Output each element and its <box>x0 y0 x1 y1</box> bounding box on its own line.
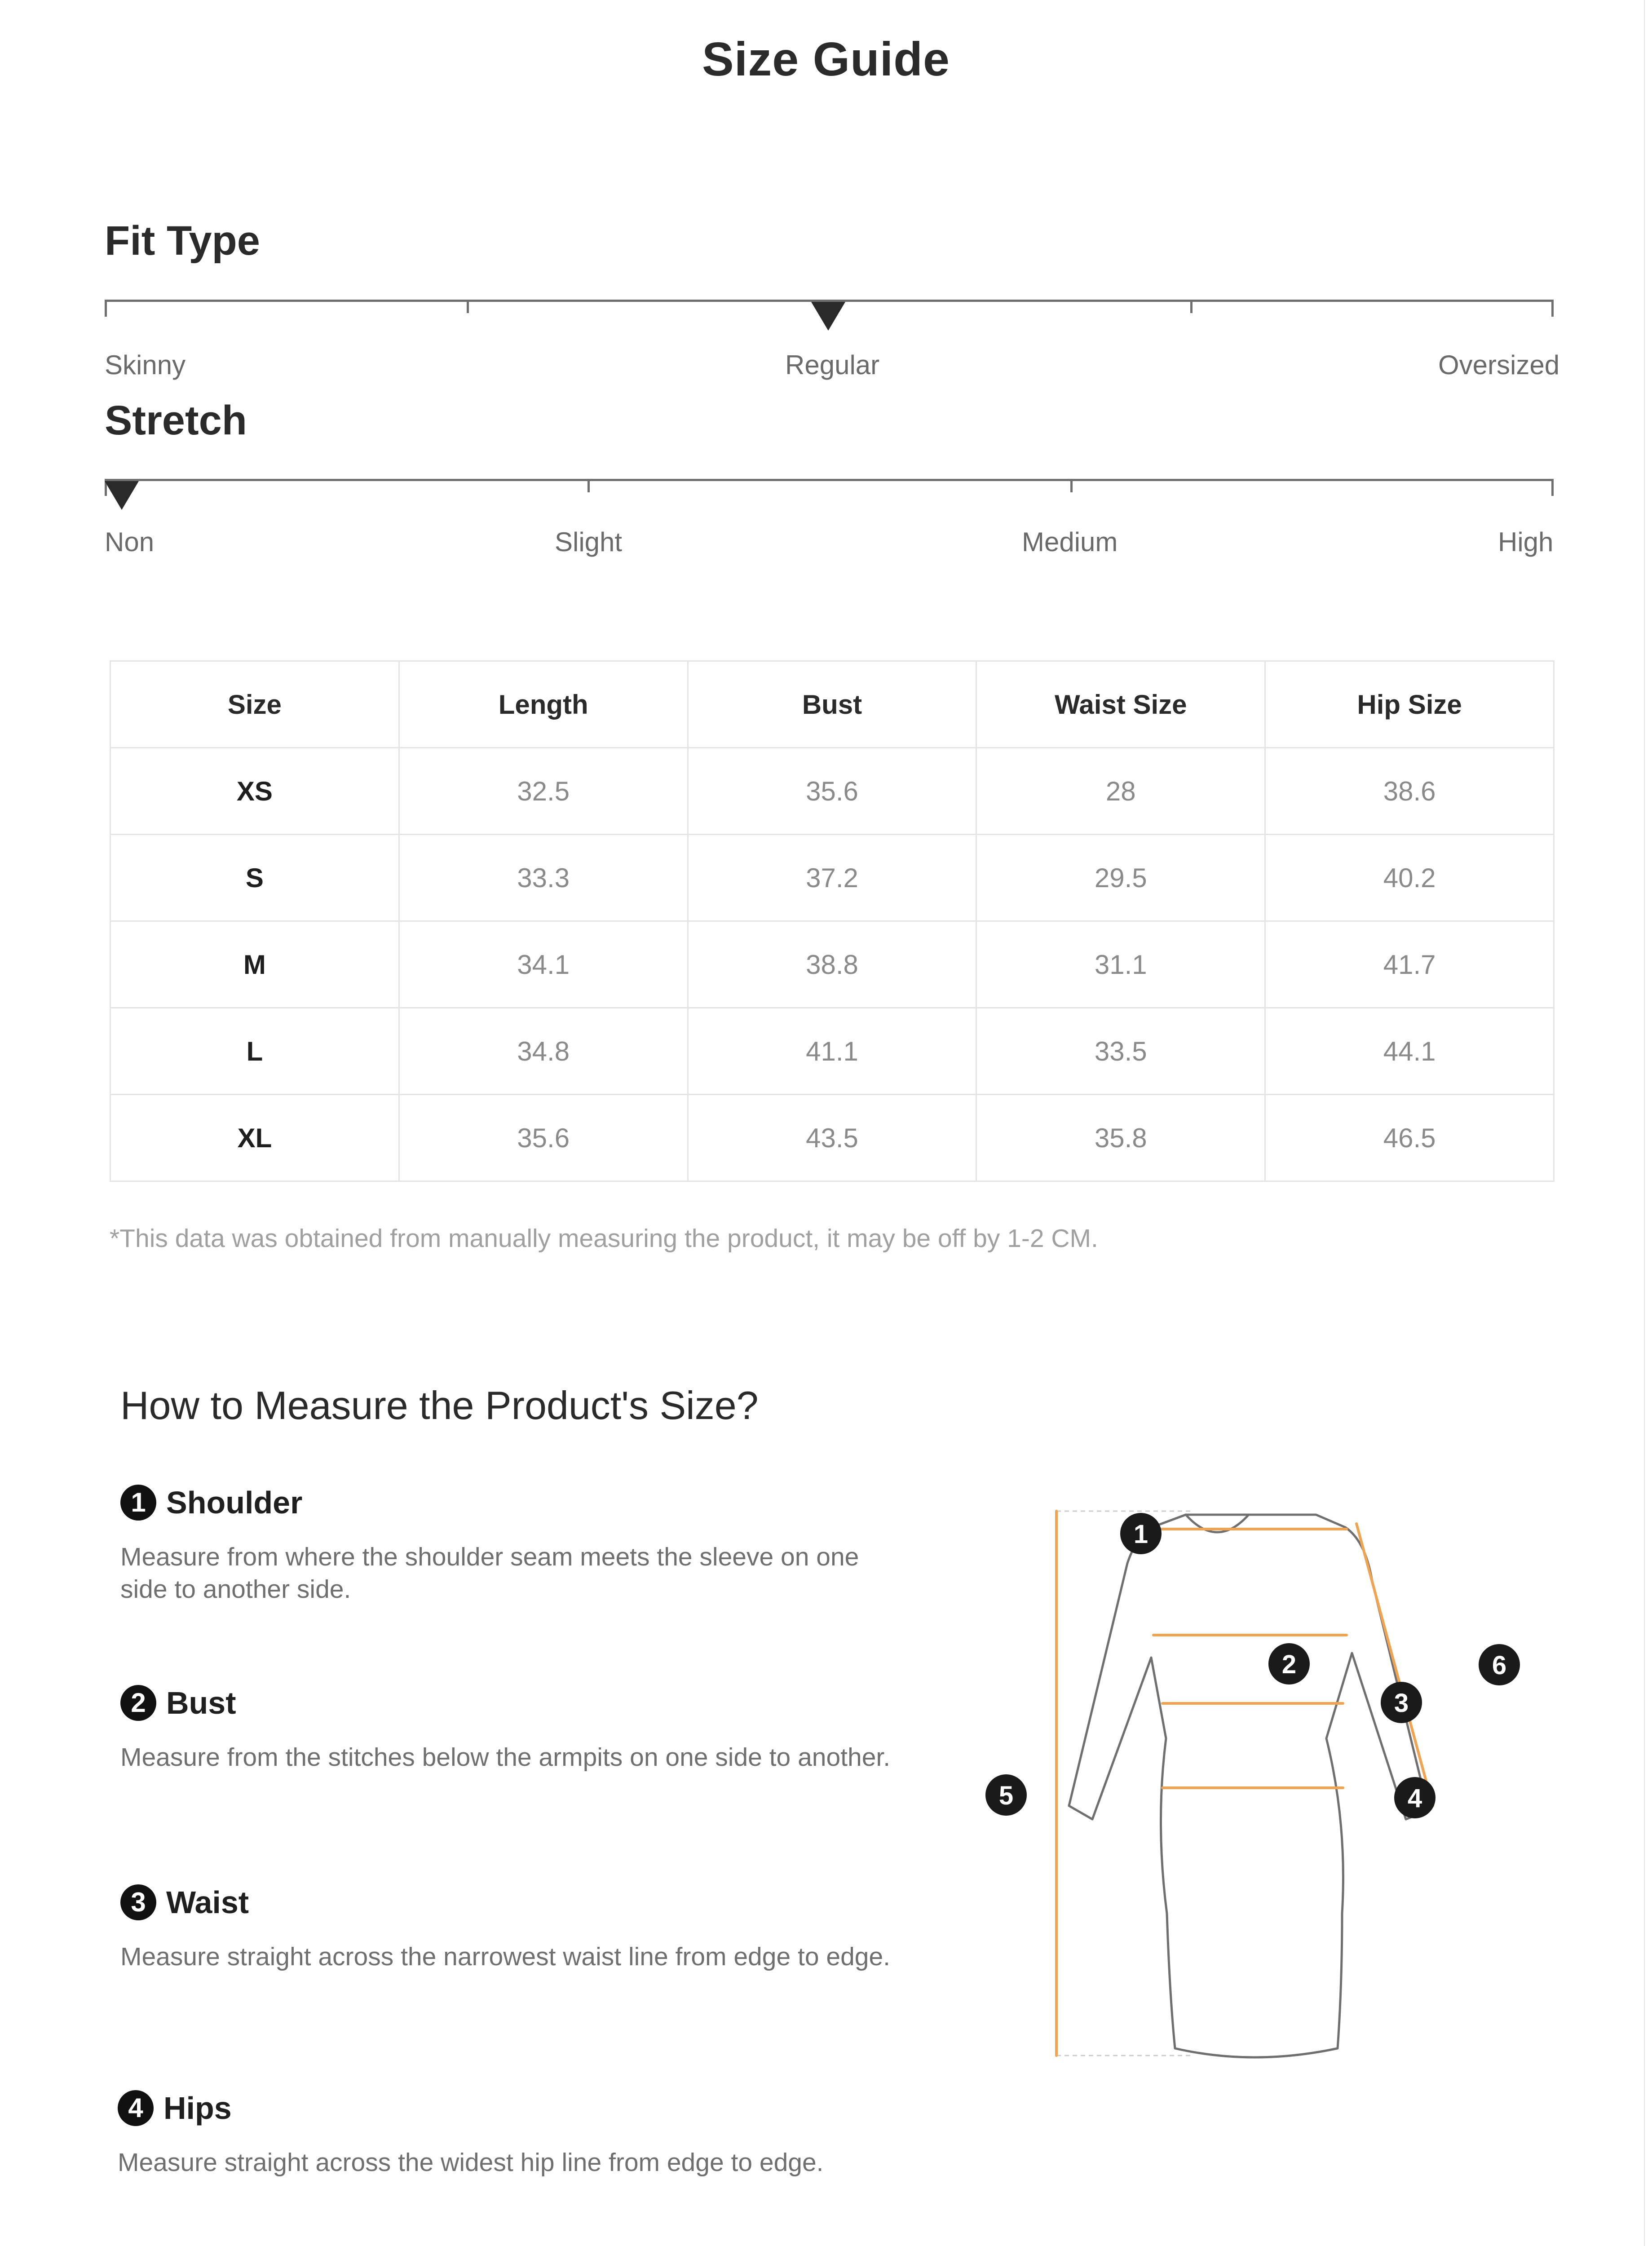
table-row <box>110 1095 1554 1181</box>
table-cell: 37.2 <box>688 835 976 921</box>
table-cell: 29.5 <box>976 835 1265 921</box>
table-header-cell: Bust <box>688 661 976 748</box>
table-cell: 34.1 <box>399 921 688 1008</box>
number-2-icon: 2 <box>120 1685 156 1721</box>
svg-text:1: 1 <box>1133 1520 1148 1549</box>
table-cell: 41.7 <box>1265 921 1554 1008</box>
fit-type-scale <box>105 300 1554 302</box>
measure-item-shoulder <box>120 1482 911 1605</box>
table-cell: 35.6 <box>688 748 976 835</box>
table-cell-size: L <box>110 1008 399 1095</box>
badge-6-icon <box>1479 1644 1520 1685</box>
table-cell: 35.8 <box>976 1095 1265 1181</box>
table-row <box>110 835 1554 921</box>
page-right-border <box>1644 0 1645 2246</box>
table-header-cell: Length <box>399 661 688 748</box>
measure-item-title: Shoulder <box>166 1485 303 1520</box>
measure-item-desc: Measure straight across the widest hip line from edge to edge. <box>118 2148 824 2177</box>
fit-type-title: Fit Type <box>105 218 260 264</box>
measure-heading: How to Measure the Product's Size? <box>120 1383 759 1428</box>
table-cell: 35.6 <box>399 1095 688 1181</box>
stretch-label-slight: Slight <box>555 527 623 557</box>
stretch-label-non: Non <box>105 527 155 557</box>
svg-text:2: 2 <box>1281 1650 1297 1679</box>
fit-type-label-oversized: Oversized <box>1438 350 1560 380</box>
table-header-cell: Hip Size <box>1265 661 1554 748</box>
fit-type-label-skinny: Skinny <box>105 350 186 380</box>
table-cell: 38.6 <box>1265 748 1554 835</box>
svg-text:4: 4 <box>1407 1784 1422 1813</box>
measure-item-title: Bust <box>166 1685 236 1720</box>
table-cell: 43.5 <box>688 1095 976 1181</box>
table-cell: 38.8 <box>688 921 976 1008</box>
stretch-marker-icon <box>105 481 139 510</box>
svg-text:6: 6 <box>1492 1651 1507 1680</box>
badge-5-icon <box>985 1774 1027 1816</box>
table-cell: 33.5 <box>976 1008 1265 1095</box>
stretch-label-high: High <box>1498 527 1554 557</box>
svg-text:3: 3 <box>1394 1689 1409 1718</box>
stretch-title: Stretch <box>105 398 247 443</box>
measure-item-hips <box>118 2088 908 2179</box>
badge-2-icon <box>1268 1643 1310 1684</box>
fit-type-marker-icon <box>811 302 845 331</box>
table-cell: 31.1 <box>976 921 1265 1008</box>
table-cell: 28 <box>976 748 1265 835</box>
table-header-row <box>110 661 1554 748</box>
measure-item-waist <box>120 1882 911 1973</box>
table-cell: 32.5 <box>399 748 688 835</box>
dress-measurement-diagram <box>975 1500 1527 2066</box>
svg-text:5: 5 <box>998 1781 1014 1810</box>
badge-4-icon <box>1394 1777 1436 1818</box>
number-4-icon: 4 <box>118 2090 154 2126</box>
number-1-icon: 1 <box>120 1485 156 1521</box>
table-cell: 33.3 <box>399 835 688 921</box>
table-note: *This data was obtained from manually measuring the product, it may be off by 1-2 CM. <box>110 1224 1098 1253</box>
table-cell-size: XS <box>110 748 399 835</box>
table-cell: 41.1 <box>688 1008 976 1095</box>
stretch-scale <box>105 479 1554 481</box>
badge-3-icon <box>1381 1682 1422 1723</box>
measure-item-title: Hips <box>163 2091 232 2126</box>
table-row <box>110 748 1554 835</box>
measure-item-desc: Measure straight across the narrowest waist line from edge to edge. <box>120 1942 891 1971</box>
table-cell: 34.8 <box>399 1008 688 1095</box>
size-table <box>110 660 1555 1182</box>
table-row <box>110 921 1554 1008</box>
badge-1-icon <box>1120 1513 1162 1554</box>
table-cell-size: M <box>110 921 399 1008</box>
table-cell: 44.1 <box>1265 1008 1554 1095</box>
fit-type-label-regular: Regular <box>785 350 880 380</box>
dress-outline <box>1069 1515 1428 2057</box>
stretch-label-medium: Medium <box>1022 527 1118 557</box>
measurement-lines <box>1056 1511 1433 2056</box>
measure-item-desc: Measure from the stitches below the armpits on one side to another. <box>120 1743 891 1772</box>
measure-item-desc: Measure from where the shoulder seam meets the sleeve on one side to another side. <box>120 1543 859 1604</box>
number-3-icon: 3 <box>120 1884 156 1920</box>
measure-item-bust <box>120 1683 911 1773</box>
table-cell: 40.2 <box>1265 835 1554 921</box>
table-header-cell: Size <box>110 661 399 748</box>
table-cell-size: XL <box>110 1095 399 1181</box>
measure-item-title: Waist <box>166 1885 249 1920</box>
table-header-cell: Waist Size <box>976 661 1265 748</box>
table-row <box>110 1008 1554 1095</box>
table-cell-size: S <box>110 835 399 921</box>
table-cell: 46.5 <box>1265 1095 1554 1181</box>
page-title: Size Guide <box>702 33 950 86</box>
